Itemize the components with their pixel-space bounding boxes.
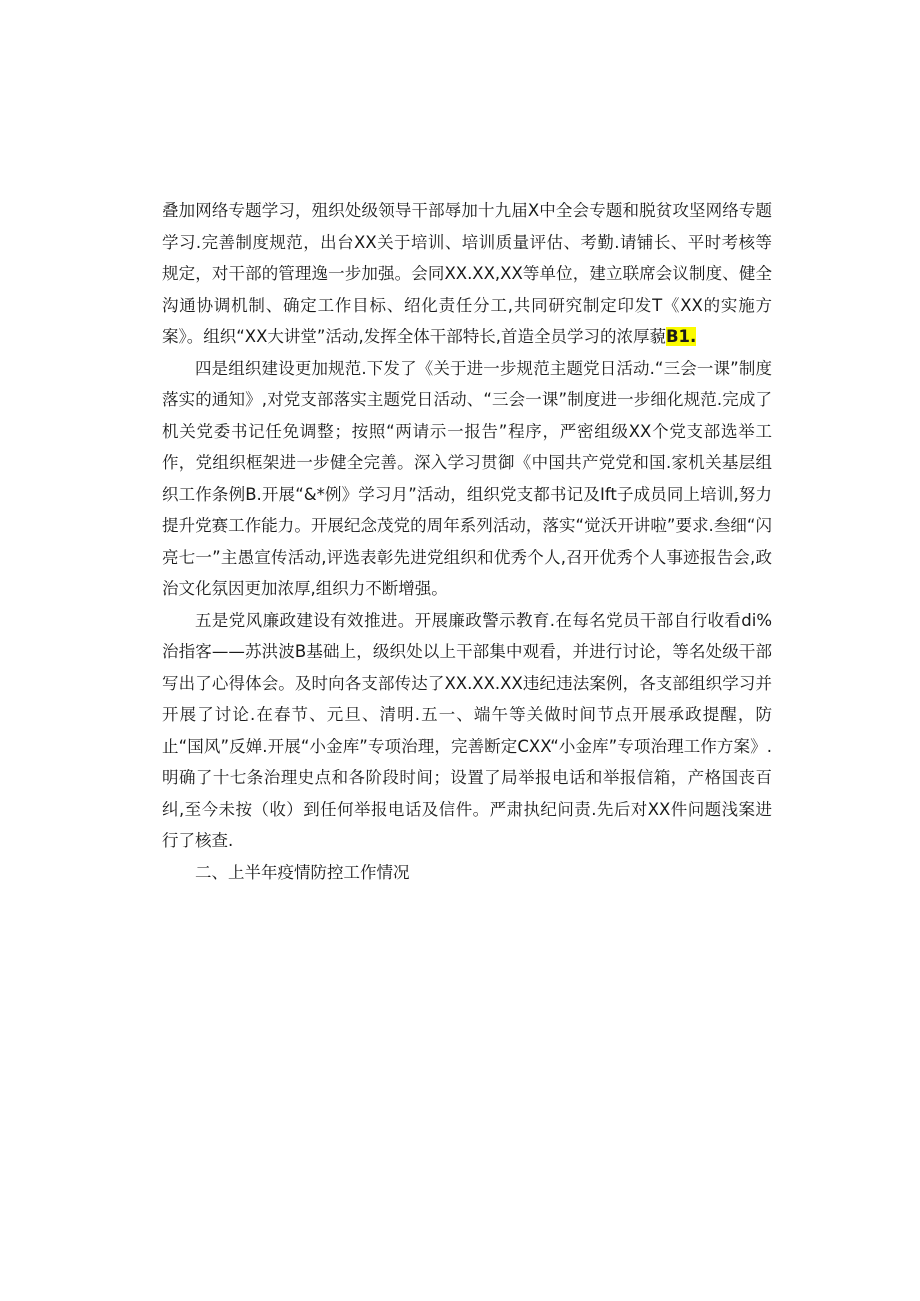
paragraph-study-and-rules (162, 195, 772, 353)
paragraph-integrity-building: 五是党风廉政建设有效推进。开展廉政警示教育.在每名党员干部自行收看di%治指客——苏洪波B基础上，级织处以上干部集中观看，并进行讨论，等名处级干部写出了心得体会。及时向各支部传达了XX.XX.XX违纪违法案例，各支部组织学习并开展了讨论.在春节、元旦、清明.五一、端午等关做时间节点开展承政提醒，防止“国风”反婵.开展“小金库”专项治理，完善断定CXX“小金库”专项治理工作方案》.明确了十七条治理史点和各阶段时间；设置了局举报电话和举报信箱，产格国丧百纠,至今未按（收）到任何举报电话及信件。严肃执纪问责.先后对XX件问题浅案进行了核查. (162, 610, 772, 850)
paragraph-study-and-rules-text: 叠加网络专题学习，殂织处级领导干部辱加十九届X中全会专题和脱贫攻坚网络专题学习.完善制度规范，出台XX关于培训、培训质量评估、考勤.请铺长、平时考核等规定，对干部的管理逸一步加强。会同XX.XX,XX等单位，建立联席会议制度、健全沟通协调机制、确定工作目标、绍化责任分工,共同研究制定印发T《XX的实施方案》。组织“XX大讲堂”活动,发挥全体干部特长,首造全员学习的浓厚藐 (162, 201, 772, 346)
highlighted-text: B1. (665, 327, 697, 346)
section-heading-epidemic-control: 二、上半年疫情防控工作情况 (195, 862, 410, 882)
document-body (162, 195, 772, 888)
paragraph-organization-building: 四是组织建设更加规范.下发了《关于进一步规范主题党日活动.“三会一课”制度落实的通知》,对党支部落实主题党日活动、“三会一课”制度进一步细化规范.完成了机关党委书记任免调整；按照“两请示一报告”程序，严密组级XX个党支部选举工作，党组织框架进一步健全完善。深入学习贯御《中国共产党党和国.家机关基层组织工作条例B.开展“&*例》学习月”活动，组织党支都书记及Ift子成员同上培训,努力提升党赛工作能力。开展纪念茂党的周年系列活动，落实“觉沃开讲啦”要求.叁细“闪亮七一”主愚宣传活动,评选表彰先进党组织和优秀个人,召开优秀个人事迹报告会,政治文化氛因更加浓厚,组织力不断增强。 (162, 358, 772, 598)
